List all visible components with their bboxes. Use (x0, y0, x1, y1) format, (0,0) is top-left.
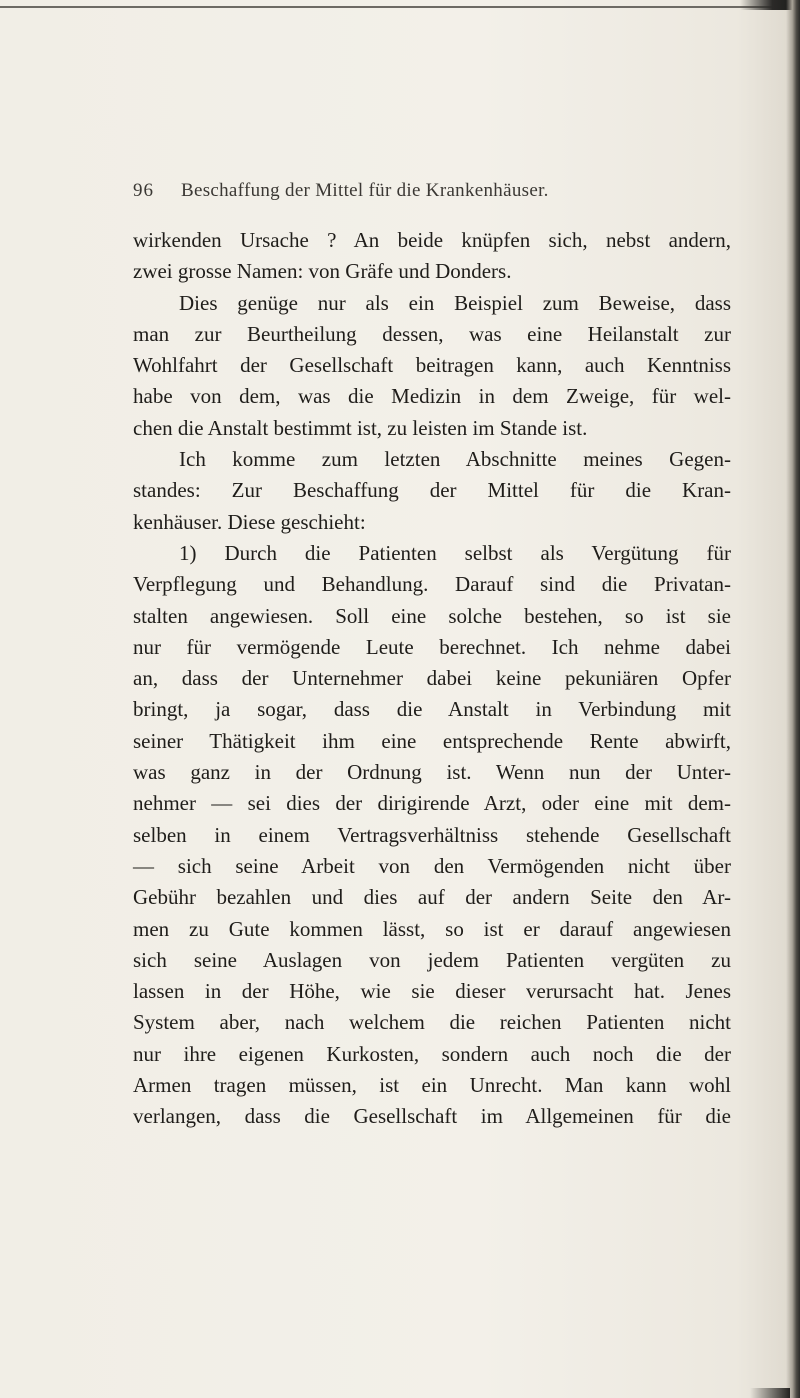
text-line: lassen in der Höhe, wie sie dieser verursacht hat. Jenes (133, 979, 731, 1004)
body-text (133, 225, 731, 1133)
text-line: chen die Anstalt bestimmt ist, zu leisten im Stande ist. (133, 415, 588, 440)
text-line: habe von dem, was die Medizin in dem Zweige, für wel- (133, 384, 731, 409)
text-line: standes: Zur Beschaffung der Mittel für die Kran- (133, 478, 731, 503)
text-line: stalten angewiesen. Soll eine solche bestehen, so ist sie (133, 603, 731, 628)
text-line: men zu Gute kommen lässt, so ist er darauf angewiesen (133, 916, 731, 941)
text-line: nur für vermögende Leute berechnet. Ich nehme dabei (133, 634, 731, 659)
text-line: Gebühr bezahlen und dies auf der andern Seite den Ar- (133, 885, 731, 910)
text-line: nur ihre eigenen Kurkosten, sondern auch noch die der (133, 1041, 731, 1066)
text-line: Dies genüge nur als ein Beispiel zum Beweise, dass (179, 290, 731, 315)
running-title: Beschaffung der Mittel für die Krankenhäuser. (181, 180, 549, 201)
text-line: Armen tragen müssen, ist ein Unrecht. Man kann wohl (133, 1073, 731, 1098)
text-line: Ich komme zum letzten Abschnitte meines Gegen- (179, 447, 731, 472)
text-line: wirkenden Ursache ? An beide knüpfen sich, nebst andern, (133, 228, 731, 252)
text-line: seiner Thätigkeit ihm eine entsprechende Rente abwirft, (133, 728, 731, 753)
text-line: sich seine Auslagen von jedem Patienten vergüten zu (133, 947, 731, 972)
text-line: System aber, nach welchem die reichen Patienten nicht (133, 1010, 731, 1035)
top-edge-rule (0, 6, 790, 8)
text-line: was ganz in der Ordnung ist. Wenn nun der Unter- (133, 760, 731, 785)
page-gutter-shadow (786, 0, 800, 1398)
bottom-edge-shadow (750, 1388, 790, 1398)
text-line: selben in einem Vertragsverhältniss stehende Gesellschaft (133, 822, 731, 847)
page-number: 96 (133, 180, 154, 201)
text-line: bringt, ja sogar, dass die Anstalt in Verbindung mit (133, 697, 731, 722)
text-line: an, dass der Unternehmer dabei keine pekuniären Opfer (133, 666, 731, 691)
text-line: — sich seine Arbeit von den Vermögenden nicht über (133, 853, 731, 878)
text-line: nehmer — sei dies der dirigirende Arzt, oder eine mit dem- (133, 791, 731, 816)
text-line: 1) Durch die Patienten selbst als Vergütung für (179, 540, 731, 565)
text-line: man zur Beurtheilung dessen, was eine Heilanstalt zur (133, 321, 731, 346)
text-line: verlangen, dass die Gesellschaft im Allgemeinen für die (133, 1104, 731, 1129)
text-line: zwei grosse Namen: von Gräfe und Donders. (133, 259, 512, 284)
text-line: kenhäuser. Diese geschieht: (133, 509, 366, 534)
running-header (133, 180, 733, 206)
text-line: Verpflegung und Behandlung. Darauf sind die Privatan- (133, 572, 731, 597)
text-line: Wohlfahrt der Gesellschaft beitragen kann, auch Kenntniss (133, 353, 731, 378)
